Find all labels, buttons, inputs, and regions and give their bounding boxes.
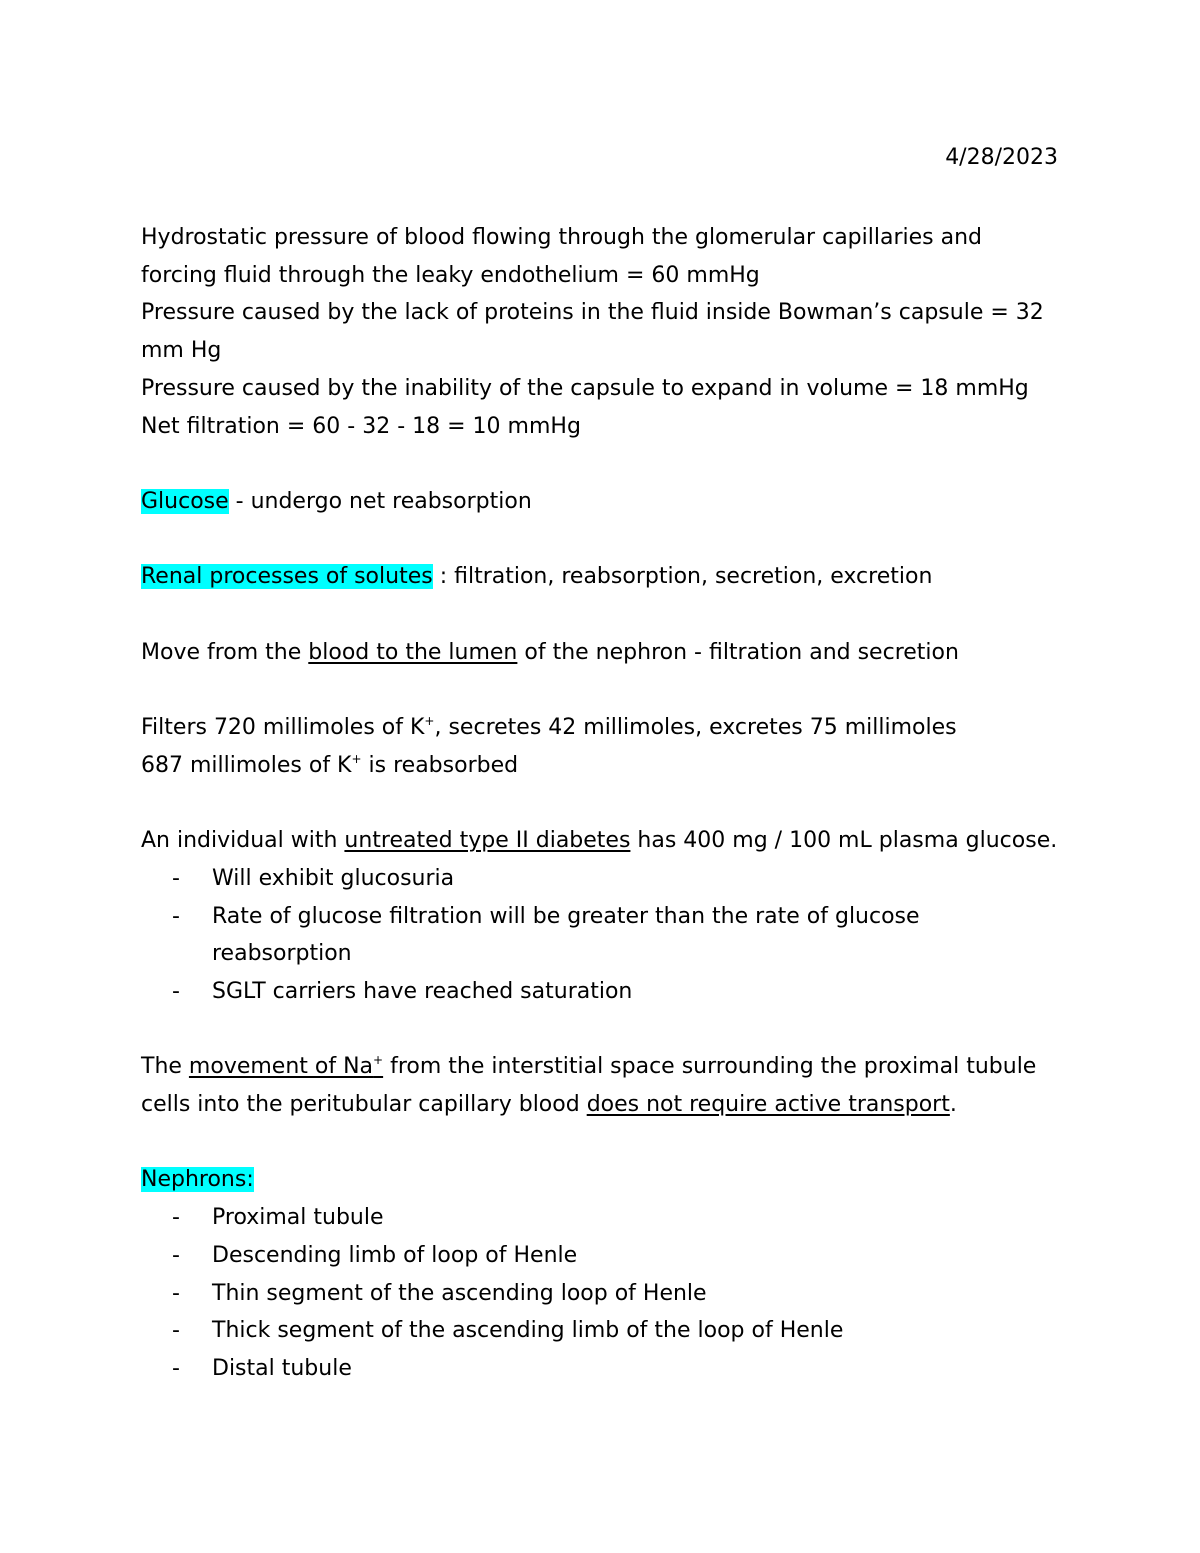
- sodium-line2-pre: cells into the peritubular capillary blood: [141, 1092, 587, 1118]
- pressure-line-3: Pressure caused by the lack of proteins in the fluid inside Bowman’s capsule = 32: [141, 300, 1044, 326]
- sodium-pre: The: [141, 1054, 189, 1080]
- sodium-sup: +: [373, 1053, 384, 1068]
- list-item: - Thin segment of the ascending loop of Henle: [172, 1275, 1059, 1313]
- pressure-line-2: forcing fluid through the leaky endothelium = 60 mmHg: [141, 262, 760, 288]
- diabetes-post: has 400 mg / 100 mL plasma glucose.: [630, 828, 1058, 854]
- list-item: - Thick segment of the ascending limb of the loop of Henle: [172, 1312, 1059, 1350]
- move-underlined: blood to the lumen: [308, 639, 518, 665]
- sodium-line-1: [141, 1048, 1059, 1086]
- renal-processes-line: [141, 558, 1059, 596]
- sodium-underlined-2: does not require active transport: [586, 1092, 950, 1118]
- potassium-l1-pre: Filters 720 millimoles of K: [141, 715, 425, 741]
- sodium-mid: from the interstitial space surrounding the proximal tubule: [383, 1054, 1037, 1080]
- document-date: 4/28/2023: [945, 145, 1058, 170]
- spacer: [141, 596, 1059, 634]
- spacer: [141, 784, 1059, 822]
- spacer: [141, 1011, 1059, 1049]
- sodium-underlined-text: movement of Na: [188, 1054, 374, 1080]
- list-item: - Will exhibit glucosuria: [172, 860, 1059, 898]
- diabetes-pre: An individual with: [141, 828, 345, 854]
- renal-term-highlight: Renal processes of solutes: [141, 564, 433, 590]
- list-item: - Descending limb of loop of Henle: [172, 1237, 1059, 1275]
- nephrons-list: [141, 1199, 1059, 1388]
- move-post: of the nephron - filtration and secretion: [517, 639, 959, 665]
- list-item-line-continued: reabsorption: [212, 941, 352, 967]
- nephrons-heading-line: [141, 1161, 1059, 1199]
- diabetes-line: [141, 822, 1059, 860]
- spacer: [141, 521, 1059, 559]
- spacer: [141, 1124, 1059, 1162]
- list-item: - Distal tubule: [172, 1350, 1059, 1388]
- pressure-line-4: mm Hg: [141, 338, 222, 364]
- diabetes-bullet-list: [141, 860, 1059, 1011]
- glucose-term-highlight: Glucose: [141, 488, 229, 514]
- potassium-line-1: [141, 709, 1059, 747]
- nephrons-heading: Nephrons:: [141, 1167, 254, 1193]
- glucose-line: [141, 483, 1059, 521]
- sodium-line-2: [141, 1086, 1059, 1124]
- glucose-description: - undergo net reabsorption: [228, 488, 532, 514]
- spacer: [141, 445, 1059, 483]
- list-item: - Proximal tubule: [172, 1199, 1059, 1237]
- potassium-l1-post: , secretes 42 millimoles, excretes 75 millimoles: [434, 715, 957, 741]
- potassium-line-2: [141, 747, 1059, 785]
- list-item-line: Rate of glucose filtration will be greater than the rate of glucose: [212, 903, 920, 929]
- pressure-line-1: Hydrostatic pressure of blood flowing through the glomerular capillaries and: [141, 225, 982, 250]
- renal-description: : filtration, reabsorption, secretion, excretion: [432, 564, 933, 590]
- sodium-underlined-1: [189, 1054, 383, 1079]
- potassium-l2-sup: +: [351, 751, 362, 766]
- list-item: [172, 898, 1059, 973]
- sodium-line2-post: .: [949, 1092, 957, 1118]
- potassium-l2-pre: 687 millimoles of K: [141, 752, 352, 778]
- move-pre: Move from the: [141, 639, 309, 665]
- pressure-line-5: Pressure caused by the inability of the capsule to expand in volume = 18 mmHg: [141, 375, 1029, 401]
- spacer: [141, 671, 1059, 709]
- pressure-section: [141, 219, 1059, 445]
- list-item: - SGLT carriers have reached saturation: [172, 973, 1059, 1011]
- diabetes-underlined: untreated type II diabetes: [344, 828, 631, 854]
- move-line: [141, 634, 1059, 672]
- notes-body: [141, 219, 1059, 1388]
- potassium-l1-sup: +: [424, 714, 435, 729]
- potassium-l2-post: is reabsorbed: [361, 752, 519, 778]
- net-filtration-line: Net filtration = 60 - 32 - 18 = 10 mmHg: [141, 413, 581, 439]
